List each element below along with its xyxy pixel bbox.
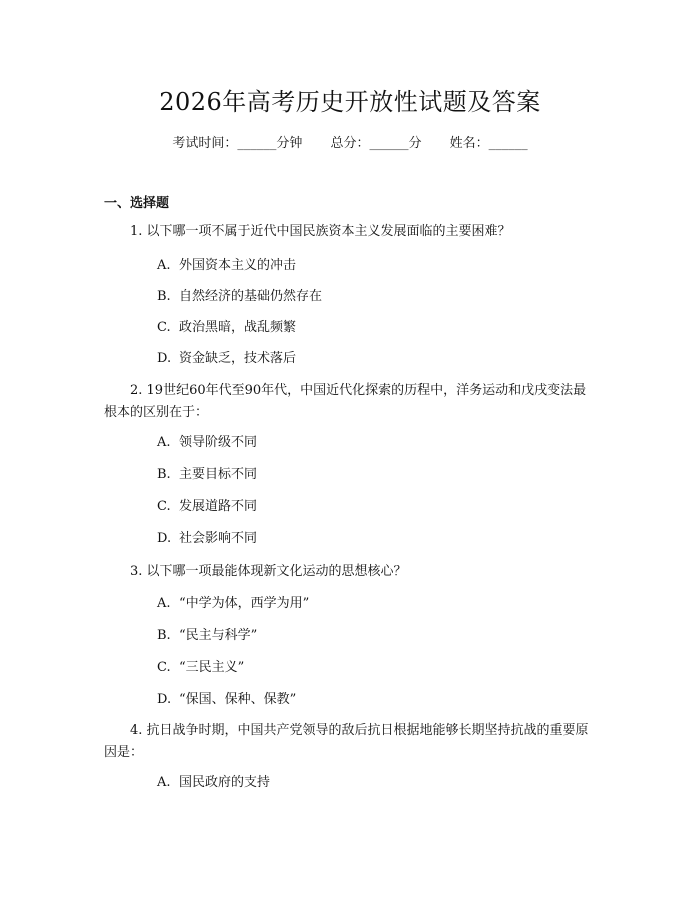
option-letter: D. xyxy=(157,692,172,707)
question-3-option-c xyxy=(157,658,244,678)
option-text: 政治黑暗，战乱频繁 xyxy=(179,320,297,335)
option-letter: C. xyxy=(157,499,171,514)
exam-time-field: 考试时间：______分钟 xyxy=(172,136,303,151)
option-text: 主要目标不同 xyxy=(179,467,258,482)
option-text: 资金缺乏，技术落后 xyxy=(179,351,297,366)
total-score-field: 总分：______分 xyxy=(330,136,422,151)
option-letter: A. xyxy=(157,258,171,273)
name-field: 姓名：______ xyxy=(449,136,528,151)
question-3-option-a xyxy=(157,594,309,614)
question-1-option-b xyxy=(157,287,322,307)
question-2-option-d xyxy=(157,529,257,549)
option-text: “民主与科学” xyxy=(179,628,258,643)
question-2-option-a xyxy=(157,433,257,453)
option-letter: B. xyxy=(157,628,171,643)
option-text: “三民主义” xyxy=(179,660,245,675)
option-letter: A. xyxy=(157,775,171,790)
question-1: 1. 以下哪一项不属于近代中国民族资本主义发展面临的主要困难？ xyxy=(130,224,511,239)
option-letter: B. xyxy=(157,467,171,482)
option-letter: D. xyxy=(157,531,172,546)
question-1-option-a xyxy=(157,256,296,276)
option-text: 国民政府的支持 xyxy=(179,775,271,790)
exam-info-line xyxy=(0,132,700,151)
option-text: 自然经济的基础仍然存在 xyxy=(179,289,323,304)
question-3: 3. 以下哪一项最能体现新文化运动的思想核心？ xyxy=(130,564,407,579)
option-text: “中学为体，西学为用” xyxy=(179,596,310,611)
option-letter: A. xyxy=(157,596,171,611)
question-4: 4. 抗日战争时期，中国共产党领导的敌后抗日根据地能够长期坚持抗战的重要原因是： xyxy=(104,723,589,760)
question-2: 2. 19世纪60年代至90年代，中国近代化探索的历程中，洋务运动和戊戌变法最根本的区别在于： xyxy=(104,383,587,420)
option-text: 外国资本主义的冲击 xyxy=(179,258,297,273)
option-letter: C. xyxy=(157,660,171,675)
section-heading: 一、选择题 xyxy=(104,196,170,211)
question-3-option-b xyxy=(157,626,257,646)
question-3-option-d xyxy=(157,690,296,710)
option-text: 社会影响不同 xyxy=(179,531,258,546)
question-2-option-c xyxy=(157,497,257,517)
document-title: 2026年高考历史开放性试题及答案 xyxy=(159,88,541,116)
question-4-option-a xyxy=(157,773,270,793)
option-letter: B. xyxy=(157,289,171,304)
option-letter: D. xyxy=(157,351,172,366)
question-1-option-c xyxy=(157,318,296,338)
option-letter: C. xyxy=(157,320,171,335)
option-text: “保国、保种、保教” xyxy=(179,692,297,707)
question-1-option-d xyxy=(157,349,296,369)
option-text: 领导阶级不同 xyxy=(179,435,258,450)
question-2-option-b xyxy=(157,465,257,485)
option-text: 发展道路不同 xyxy=(179,499,258,514)
option-letter: A. xyxy=(157,435,171,450)
